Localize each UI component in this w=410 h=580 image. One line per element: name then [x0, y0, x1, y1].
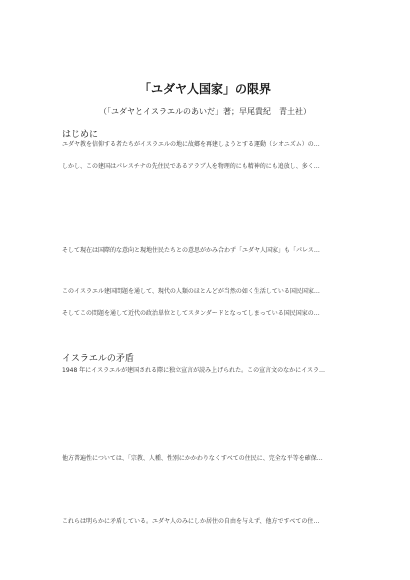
paragraph: ユダヤ教を信仰する者たちがイスラエルの地に故郷を再建しようとする運動（シオニズム）の…: [62, 141, 320, 148]
section-heading-introduction: はじめに: [62, 130, 99, 140]
paragraph: このイスラエル建国問題を通して、現代の人類のほとんどが当然の如く生活している国民国家…: [62, 288, 320, 295]
document-title: 「ユダヤ人国家」の限界: [138, 82, 271, 96]
paragraph: これらは明らかに矛盾している。ユダヤ人のみにしか居住の自由を与えず、他方ですべての住…: [62, 518, 320, 525]
paragraph: しかし、この建国はパレスチナの先住民であるアラブ人を物理的にも精神的にも追放し、多く…: [62, 163, 320, 170]
section-heading-israel-contradiction: イスラエルの矛盾: [62, 354, 134, 364]
paragraph: 1948 年にイスラエルが建国される際に独立宣言が読み上げられた。この宣言文のなかにイスラ…: [62, 367, 326, 374]
paragraph: 他方普遍性については、「宗教、人種、性別にかかわりなくすべての住民に、完全な平等を確保…: [62, 455, 323, 462]
paragraph: そしてこの問題を通して近代の政治単位としてスタンダードとなってしまっている国民国家の…: [62, 310, 320, 317]
paragraph: そして現在は国際的な意向と現地住民たちとの意思がかみ合わず「ユダヤ人国家」も「パレス…: [62, 247, 320, 254]
document-subtitle: （「ユダヤとイスラエルのあいだ」著；早尾貴紀 青土社）: [99, 107, 311, 116]
